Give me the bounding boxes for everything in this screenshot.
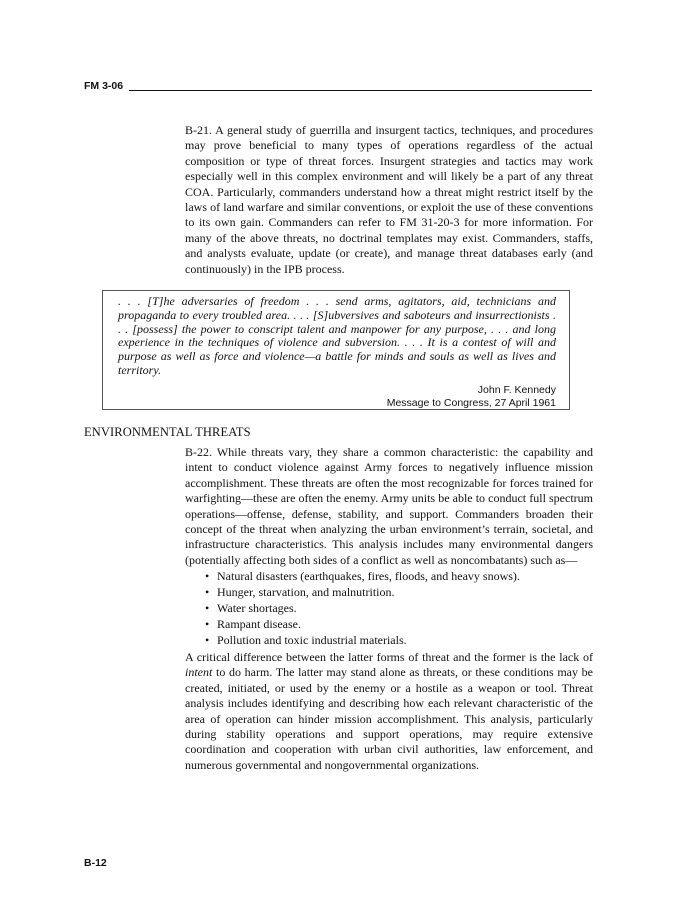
header-rule	[129, 90, 592, 91]
bullet-list	[185, 568, 593, 648]
quote-attribution	[118, 384, 556, 410]
doc-id: FM 3-06	[84, 80, 124, 92]
quote-text: . . . [T]he adversaries of freedom . . . send arms, agitators, aid, technicians and propaganda to every troubled area. . . . [S]ubversives and saboteurs and insurrectionists . . . [possess] the power to conscript talent and manpower for any purpose, . . . and long experience in the techniques of violence and subversion. . . . It is a contest of will and purpose as well as force and violence—a battle for minds and souls as well as lives and territory.	[118, 294, 556, 377]
bullet-icon: •	[205, 617, 210, 631]
list-item: • Water shortages.	[205, 601, 297, 615]
paragraph-closing: A critical difference between the latter forms of threat and the former is the lack of intent to do harm. The latter may stand alone as threats, or these conditions may be created, initiated, or used by the enemy or a hostile as a weapon or tool. Threat analysis includes identifying and describing how each relevant characteristic of the area of operation can hinder mission accomplishment. This analysis, particularly during stability operations and support operations, may require extensive coordination and cooperation with urban civil authorities, law enforcement, and numerous governmental and nongovernmental organizations.	[185, 650, 593, 772]
paragraph-b22: B-22. While threats vary, they share a common characteristic: the capability and intent to conduct violence against Army forces to negatively influence mission accomplishment. These threats are often the most recognizable for forces trained for warfighting—these are often the enemy. Army units be able to conduct full spectrum operations—offense, defense, stability, and support. Commanders broaden their concept of the threat when analyzing the urban environment’s terrain, societal, and infrastructure characteristics. This analysis includes many environmental dangers (potentially affecting both sides of a conflict as well as noncombatants) such as—	[185, 445, 593, 567]
emphasis-intent: intent	[185, 665, 213, 680]
list-item: • Rampant disease.	[205, 617, 301, 631]
quote-box	[102, 290, 570, 410]
bullet-icon: •	[205, 569, 210, 583]
running-header	[84, 80, 592, 92]
list-item: • Natural disasters (earthquakes, fires, floods, and heavy snows).	[205, 569, 520, 583]
bullet-icon: •	[205, 585, 210, 599]
bullet-icon: •	[205, 601, 210, 615]
bullet-icon: •	[205, 633, 210, 647]
page-number: B-12	[84, 857, 107, 869]
list-item: • Hunger, starvation, and malnutrition.	[205, 585, 395, 599]
quote-author: John F. Kennedy	[477, 383, 556, 396]
quote-source: Message to Congress, 27 April 1961	[386, 396, 556, 409]
list-item: • Pollution and toxic industrial materials.	[205, 633, 407, 647]
section-heading: ENVIRONMENTAL THREATS	[84, 425, 251, 439]
paragraph-b21: B-21. A general study of guerrilla and insurgent tactics, techniques, and procedures may prove beneficial to many types of operations regardless of the actual composition or type of threat forces. Insurgent strategies and tactics may work especially well in this complex environment and will likely be a part of any threat COA. Particularly, commanders understand how a threat might restrict itself by the laws of land warfare and similar conventions, or exploit the use of these conventions to its own gain. Commanders can refer to FM 31-20-3 for more information. For many of the above threats, no doctrinal templates may exist. Commanders, staffs, and analysts evaluate, update (or create), and manage threat databases early (and continuously) in the IPB process.	[185, 123, 593, 276]
